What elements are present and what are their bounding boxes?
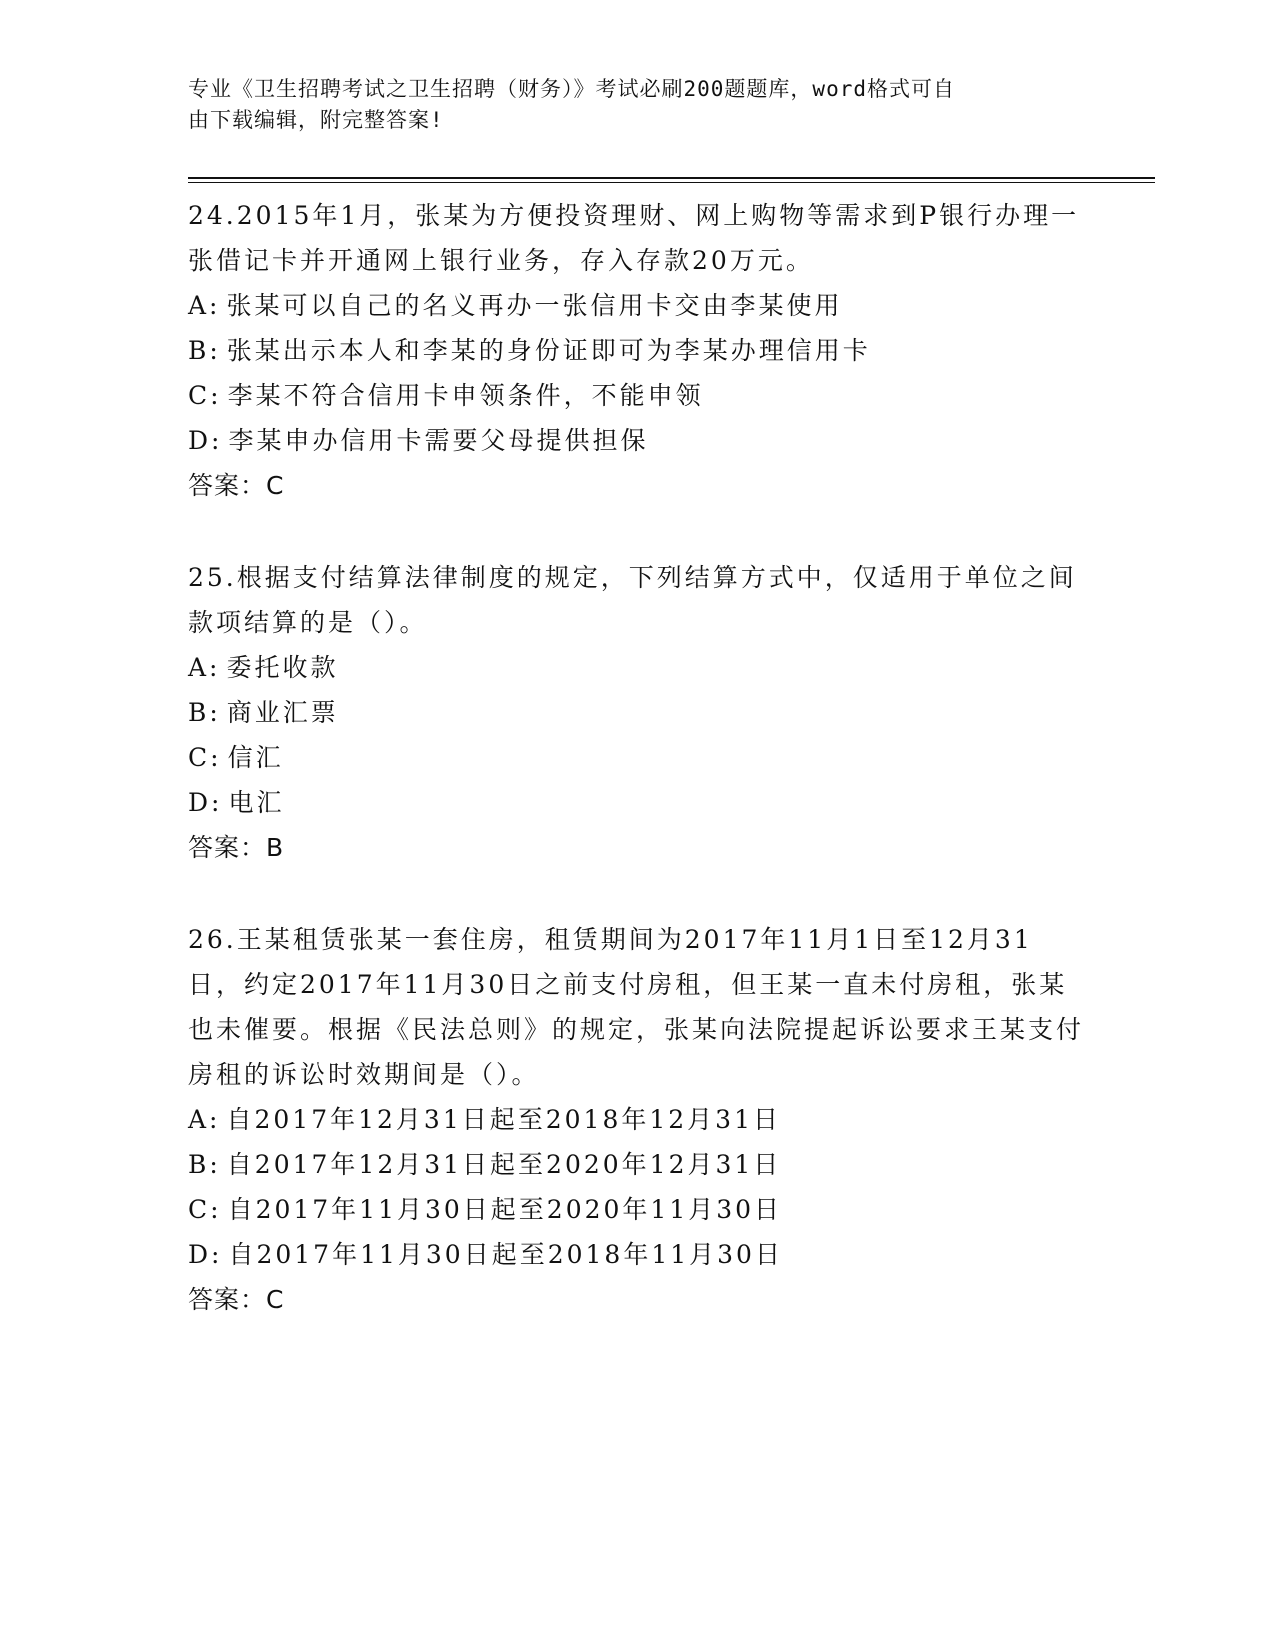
- question-25: [188, 555, 1088, 870]
- question-26: [188, 917, 1088, 1322]
- header-line-1: 专业《卫生招聘考试之卫生招聘（财务）》考试必刷200题题库，word格式可自: [188, 77, 955, 101]
- option-a: A: 自2017年12月31日起至2018年12月31日: [188, 1105, 781, 1134]
- header-divider: [188, 177, 1155, 183]
- option-d: D: 李某申办信用卡需要父母提供担保: [188, 426, 649, 455]
- question-stem: 25.根据支付结算法律制度的规定，下列结算方式中，仅适用于单位之间款项结算的是（）。: [188, 563, 1077, 637]
- option-d: D: 自2017年11月30日起至2018年11月30日: [188, 1240, 783, 1269]
- document-header: [188, 74, 1088, 136]
- option-a: A: 张某可以自己的名义再办一张信用卡交由李某使用: [188, 291, 843, 320]
- answer: 答案：B: [188, 833, 285, 862]
- option-d: D: 电汇: [188, 788, 285, 817]
- question-stem: 26.王某租赁张某一套住房，租赁期间为2017年11月1日至12月31日，约定2017年11月30日之前支付房租，但王某一直未付房租，张某也未催要。根据《民法总则》的规定，张某向法院提起诉讼要求王某支付房租的诉讼时效期间是（）。: [188, 925, 1085, 1089]
- option-b: B: 张某出示本人和李某的身份证即可为李某办理信用卡: [188, 336, 871, 365]
- question-24: [188, 193, 1088, 508]
- option-c: C: 信汇: [188, 743, 284, 772]
- question-list: [188, 193, 1088, 1369]
- header-line-2: 由下载编辑，附完整答案!: [188, 108, 444, 132]
- question-stem: 24.2015年1月，张某为方便投资理财、网上购物等需求到P银行办理一张借记卡并开通网上银行业务，存入存款20万元。: [188, 201, 1080, 275]
- answer: 答案：C: [188, 471, 285, 500]
- answer: 答案：C: [188, 1285, 285, 1314]
- option-c: C: 自2017年11月30日起至2020年11月30日: [188, 1195, 783, 1224]
- option-c: C: 李某不符合信用卡申领条件，不能申领: [188, 381, 704, 410]
- option-b: B: 商业汇票: [188, 698, 339, 727]
- option-b: B: 自2017年12月31日起至2020年12月31日: [188, 1150, 782, 1179]
- option-a: A: 委托收款: [188, 653, 339, 682]
